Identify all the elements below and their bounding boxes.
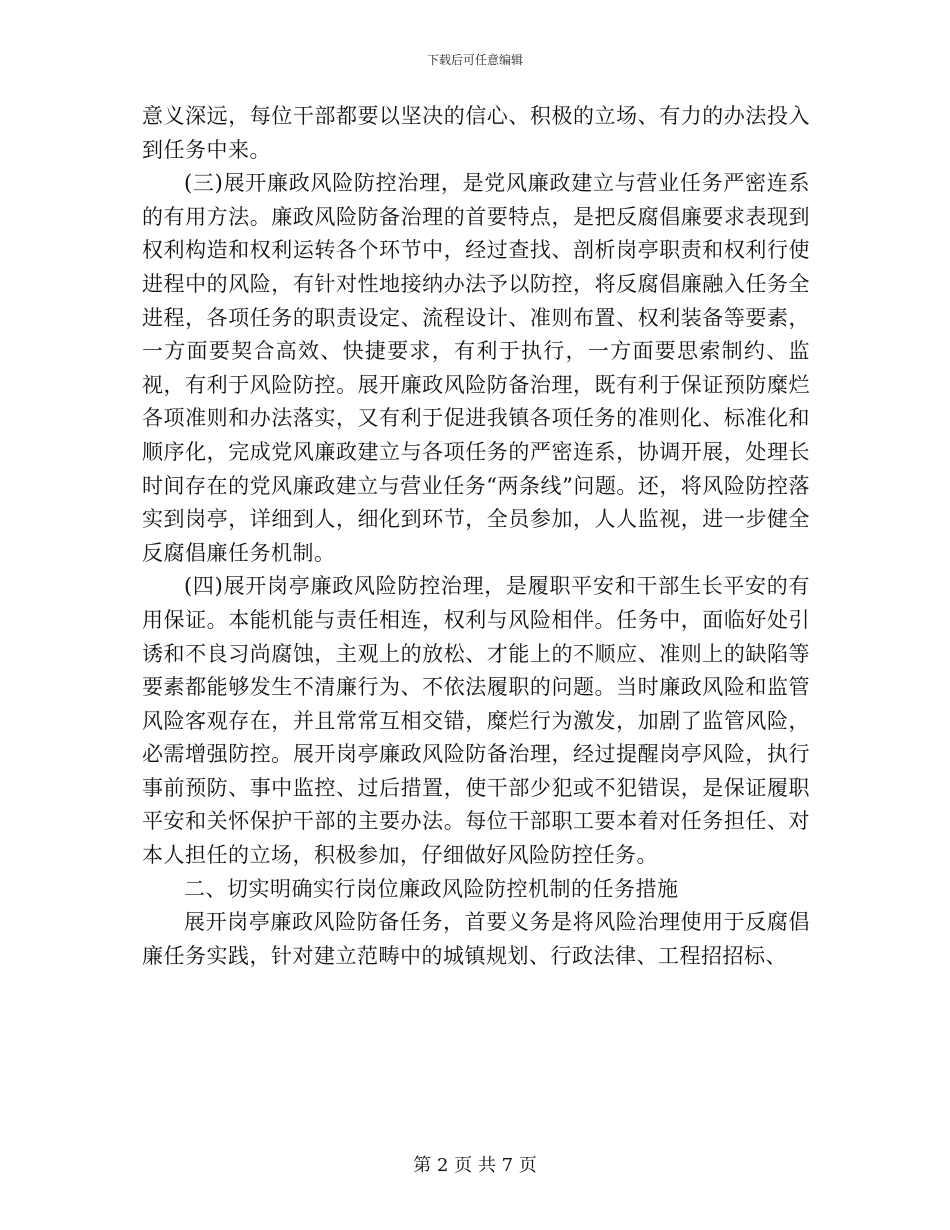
paragraph-section-4: (四)展开岗亭廉政风险防控治理，是履职平安和干部生长平安的有用保证。本能机能与责任相连，权利与风险相伴。任务中，面临好处引诱和不良习尚腐蚀，主观上的放松、才能上的不顺应、准则上的缺陷等要素都能够发生不清廉行为、不依法履职的问题。当时廉政风险和监管风险客观存在，并且常常互相交错，糜烂行为激发，加剧了监管风险，必需增强防控。展开岗亭廉政风险防备治理，经过提醒岗亭风险，执行事前预防、事中监控、过后措置，使干部少犯或不犯错误，是保证履职平安和关怀保护干部的主要办法。每位干部职工要本着对任务担任、对本人担任的立场，积极参加，仔细做好风险防控任务。 [142, 574, 810, 868]
paragraph-continuation: 意义深远，每位干部都要以坚决的信心、积极的立场、有力的办法投入到任务中来。 [142, 104, 810, 162]
paragraph-measures: 展开岗亭廉政风险防备任务，首要义务是将风险治理使用于反腐倡廉任务实践，针对建立范畴中的城镇规划、行政法律、工程招招标、 [142, 910, 810, 968]
page-number-footer: 第 2 页 共 7 页 [413, 1155, 537, 1176]
header-note: 下载后可任意编辑 [426, 53, 523, 67]
section-heading-2: 二、切实明确实行岗位廉政风险防控机制的任务措施 [184, 876, 679, 901]
paragraph-section-3: (三)展开廉政风险防控治理，是党风廉政建立与营业任务严密连系的有用方法。廉政风险防备治理的首要特点，是把反腐倡廉要求表现到权利构造和权利运转各个环节中，经过查找、剖析岗亭职责和权利行使进程中的风险，有针对性地接纳办法予以防控，将反腐倡廉融入任务全进程，各项任务的职责设定、流程设计、准则布置、权利装备等要素，一方面要契合高效、快捷要求，有利于执行，一方面要思索制约、监视，有利于风险防控。展开廉政风险防备治理，既有利于保证预防糜烂各项准则和办法落实，又有利于促进我镇各项任务的准则化、标准化和顺序化，完成党风廉政建立与各项任务的严密连系，协调开展，处理长时间存在的党风廉政建立与营业任务“两条线”问题。还，将风险防控落实到岗亭，详细到人，细化到环节，全员参加，人人监视，进一步健全反腐倡廉任务机制。 [142, 171, 810, 565]
document-body [142, 100, 810, 973]
